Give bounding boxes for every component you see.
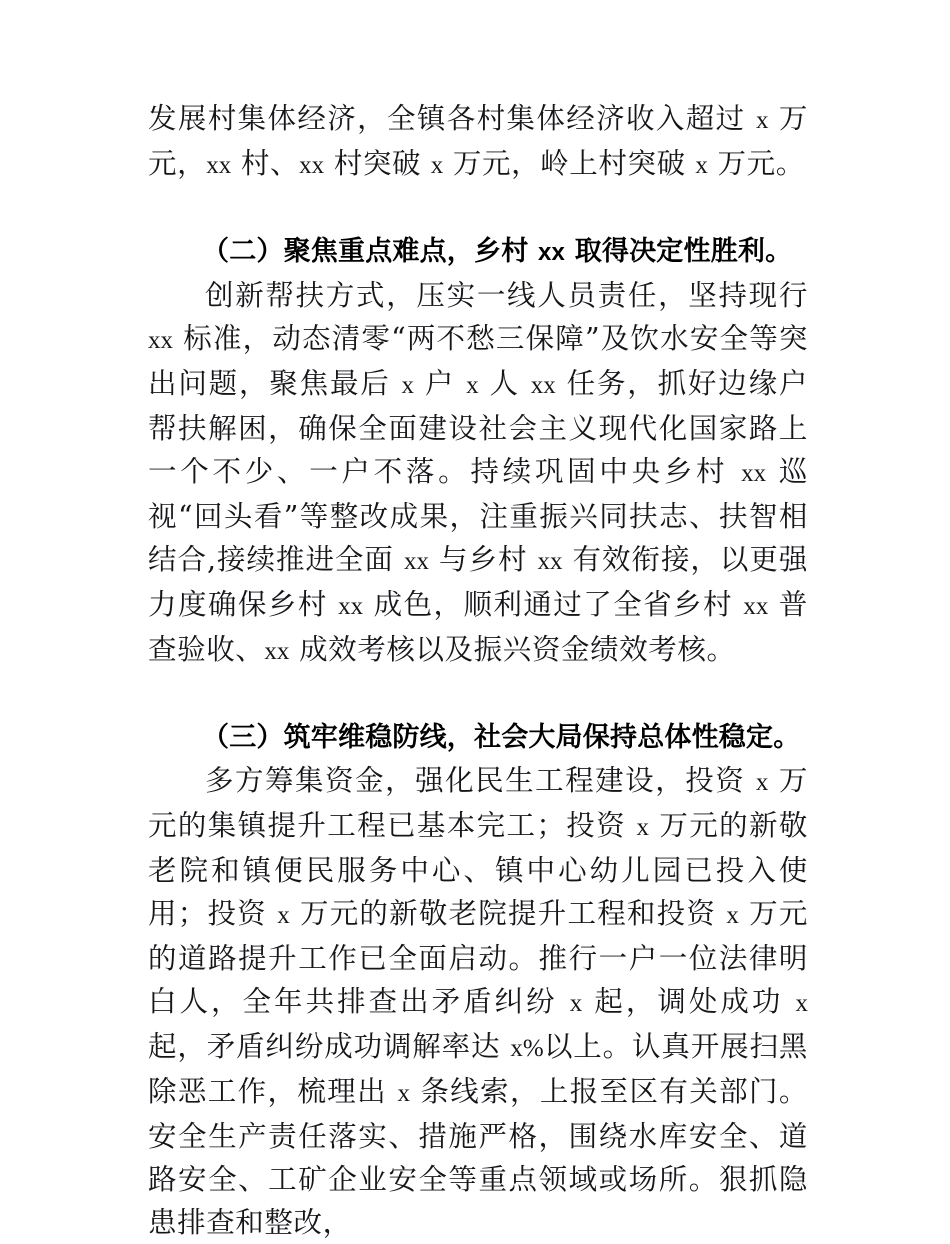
heading-section-two: （二）聚焦重点难点，乡村 xx 取得决定性胜利。 [202, 236, 793, 267]
latin-run: x [569, 990, 583, 1017]
latin-run: x [397, 1080, 410, 1107]
spacer [148, 187, 808, 230]
paragraph-rural-revitalization: 创新帮扶方式，压实一线人员责任，坚持现行 xx 标准，动态清零“两不愁三保障”及饮水安全等突出问题，聚焦最后 x 户 x 人 xx 任务，抓好边缘户帮扶解困，确保全面建设社会主义现代化国家路上一个不少、一户不落。持续巩固中央乡村 xx 巡视“回头看”等整改成果，注重振兴同扶志、扶智相结合,接续推进全面 xx 与乡村 xx 有效衔接，以更强力度确保乡村 xx 成色，顺利通过了全省乡村 xx 普查验收、xx 成效考核以及振兴资金绩效考核。 [148, 279, 809, 666]
latin-run: x [695, 152, 708, 179]
latin-run: x [726, 902, 739, 929]
latin-run: x [430, 152, 444, 179]
spacer [148, 673, 808, 716]
heading-section-three: （三）筑牢维稳防线，社会大局保持总体性稳定。 [202, 722, 801, 753]
latin-run: xx [206, 152, 232, 179]
paragraph-village-collective-economy: 发展村集体经济，全镇各村集体经济收入超过 x 万元，xx 村、xx 村突破 x 万元，岭上村突破 x 万元。 [148, 102, 808, 180]
latin-run: xx [264, 638, 290, 665]
latin-run: xx [148, 327, 173, 354]
latin-run: xx [403, 548, 429, 575]
latin-run: xx [338, 593, 364, 620]
document-body [148, 97, 808, 1244]
latin-run: x [466, 372, 479, 399]
latin-run: xx [538, 239, 566, 266]
latin-run: x [755, 107, 769, 134]
latin-run: xx [530, 372, 556, 399]
latin-run: xx [537, 548, 563, 575]
latin-run: x% [510, 1035, 544, 1062]
paragraph-social-stability: 多方筹集资金，强化民生工程建设，投资 x 万元的集镇提升工程已基本完工；投资 x 万元的新敬老院和镇便民服务中心、镇中心幼儿园已投入使用；投资 x 万元的新敬老院提升工程和投资 x 万元的道路提升工作已全面启动。推行一户一位法律明白人，全年共排查出矛盾纠纷 x 起，调处成功 x 起，矛盾纠纷成功调解率达 x%以上。认真开展扫黑除恶工作，梳理出 x 条线索，上报至区有关部门。安全生产责任落实、措施严格，围绕水库安全、道路安全、工矿企业安全等重点领域或场所。狠抓隐患排查和整改， [148, 764, 809, 1239]
latin-run: xx [299, 152, 325, 179]
latin-run: x [636, 814, 649, 841]
latin-run: xx [741, 460, 767, 487]
latin-run: xx [743, 593, 769, 620]
latin-run: x [795, 990, 808, 1017]
latin-run: x [755, 769, 769, 796]
latin-run: x [277, 902, 290, 929]
latin-run: x [401, 372, 415, 399]
